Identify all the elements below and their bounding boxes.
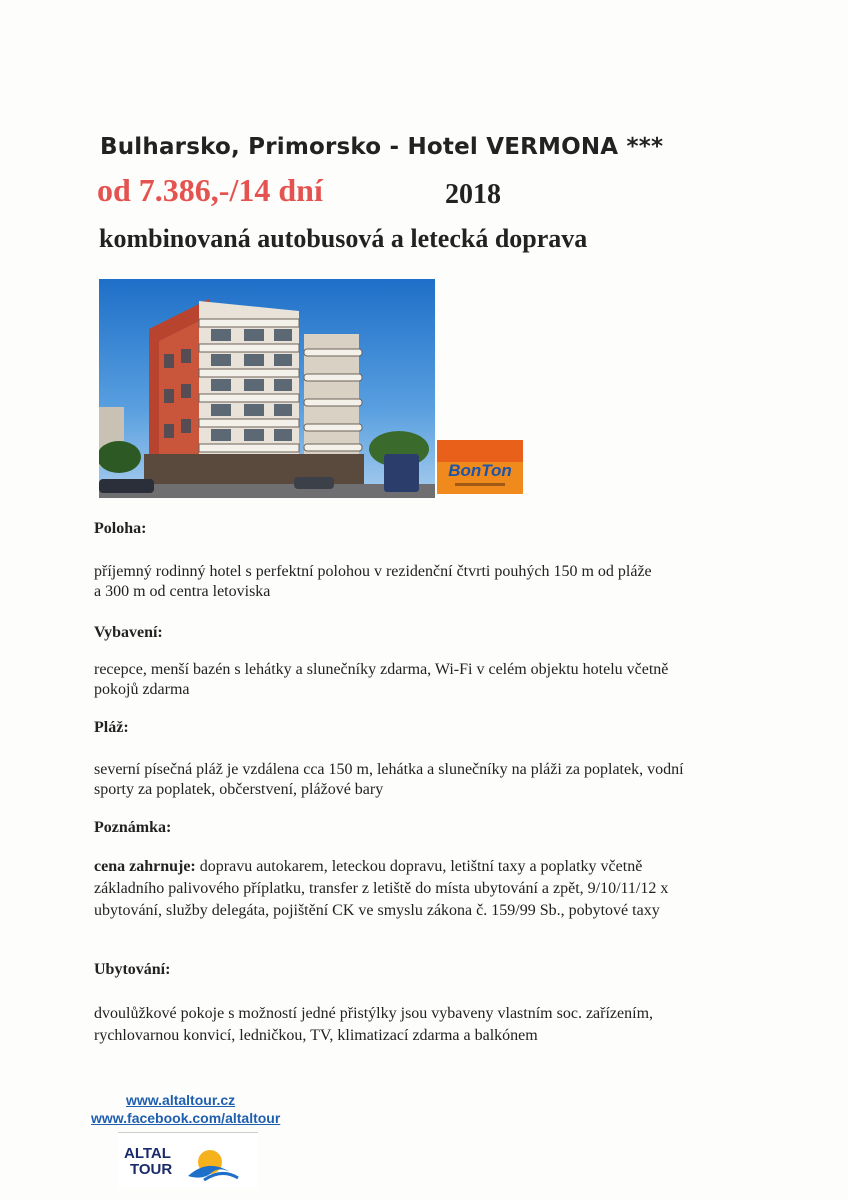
ubytovani-line-1: dvoulůžkové pokoje s možností jedné přistýlky jsou vybaveny vlastním soc. zařízením, (94, 1005, 654, 1022)
section-text-vybaveni (94, 660, 734, 700)
price-label: od 7.386,-/14 dní (97, 172, 323, 208)
logo-text-altal: ALTAL (124, 1145, 171, 1162)
facebook-link[interactable]: www.facebook.com/altaltour (91, 1110, 281, 1126)
plaz-line-1: severní písečná pláž je vzdálena cca 150 m, lehátka a slunečníky na pláži za poplatek, vodní (94, 761, 684, 778)
section-text-poznamka (94, 856, 734, 922)
section-heading-ubytovani: Ubytování: (94, 961, 171, 978)
poznamka-line-3: ubytování, služby delegáta, pojištění CK ve smyslu zákona č. 159/99 Sb., pobytové taxy (94, 902, 660, 919)
year-label: 2018 (445, 179, 501, 210)
section-heading-poznamka: Poznámka: (94, 819, 172, 836)
poznamka-line-1-text: dopravu autokarem, leteckou dopravu, letištní taxy a poplatky včetně (195, 858, 643, 875)
hotel-photo (99, 279, 435, 498)
page-title: Bulharsko, Primorsko - Hotel VERMONA *** (100, 134, 664, 160)
plaz-line-2: sporty za poplatek, občerstvení, plážové bary (94, 781, 384, 798)
altaltour-logo (118, 1132, 258, 1188)
poznamka-line-1 (94, 856, 734, 878)
poznamka-line-2: základního palivového příplatku, transfer z letiště do místa ubytování a zpět, 9/10/11/12 x (94, 880, 669, 897)
vybaveni-line-2: pokojů zdarma (94, 681, 190, 698)
transport-label: kombinovaná autobusová a letecká doprava (99, 224, 588, 253)
section-heading-plaz: Pláž: (94, 719, 129, 736)
section-text-plaz (94, 760, 734, 800)
logo-text-tour: TOUR (130, 1161, 173, 1178)
bonton-logo-text: BonTon (448, 461, 512, 480)
poloha-line-1: příjemný rodinný hotel s perfektní polohou v rezidenční čtvrti pouhých 150 m od pláže (94, 563, 652, 580)
vybaveni-line-1: recepce, menší bazén s lehátky a slunečníky zdarma, Wi-Fi v celém objektu hotelu včetně (94, 661, 669, 678)
ubytovani-line-2: rychlovarnou konvicí, ledničkou, TV, klimatizací zdarma a balkónem (94, 1027, 538, 1044)
poloha-line-2: a 300 m od centra letoviska (94, 583, 271, 600)
section-heading-poloha: Poloha: (94, 520, 147, 537)
section-text-poloha (94, 562, 734, 602)
website-link[interactable]: www.altaltour.cz (126, 1092, 236, 1108)
section-heading-vybaveni: Vybavení: (94, 624, 163, 641)
section-text-ubytovani (94, 1003, 734, 1047)
price-includes-label: cena zahrnuje: (94, 858, 196, 875)
bonton-logo (437, 440, 523, 494)
